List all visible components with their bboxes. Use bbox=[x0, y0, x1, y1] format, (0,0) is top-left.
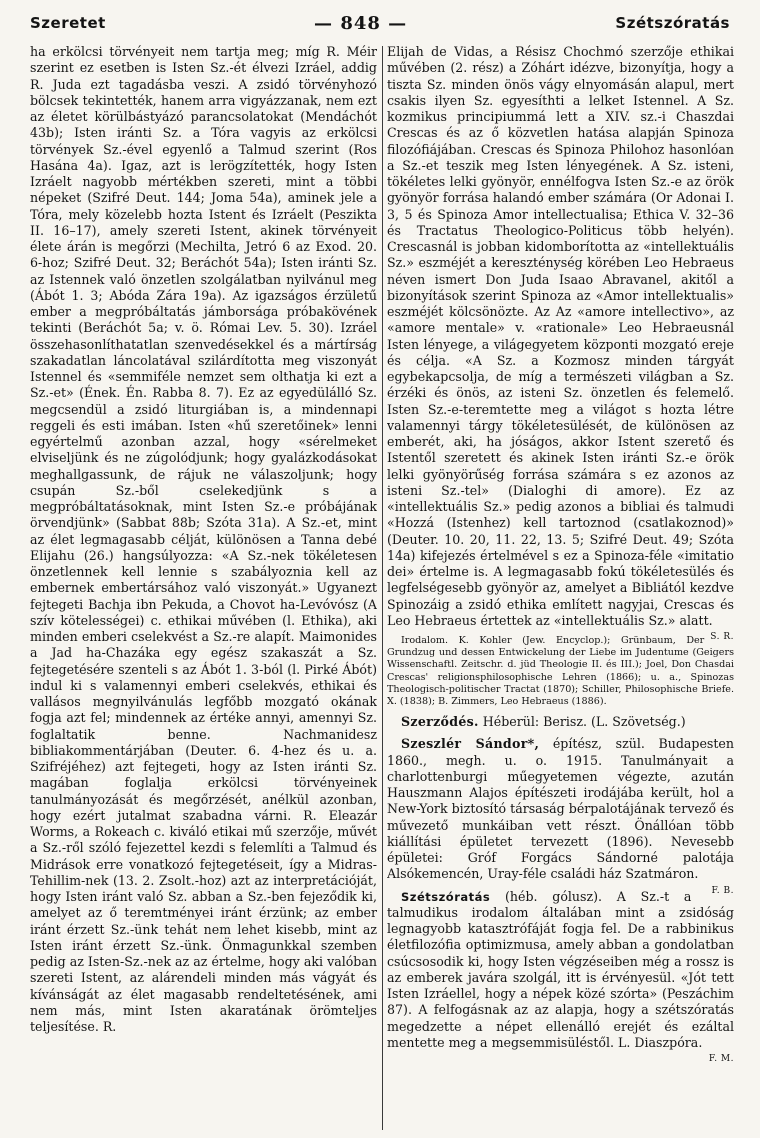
entry-headword: Szeszlér Sándor*, bbox=[401, 736, 540, 752]
entry-text: Héberül: Berisz. (L. Szövetség.) bbox=[482, 714, 686, 730]
running-head-left: Szeretet bbox=[30, 14, 106, 32]
entry-text: (héb. gólusz). A Sz.-t a talmudikus irodalom általában mint a zsidóság legnagyobb katasztrófáját fogja fel. De a rabbinikus életfilozófia optimizmusa, amely abban a gondolatban csúcsosodik ki, hogy Isten végzéseiben még a rossz is az emberek javára szolgál, itt is érvényesül. «Jót tett Isten Izráellel, hogy a népek közé szórta» (Peszáchim 87). A felfogásnak az az alapja, hogy a szétszóratás megedzette a népet ellenálló erejét és ezáltal mentette meg a megsemmisüléstől. L. Diaszpóra. bbox=[387, 888, 734, 1050]
column-divider bbox=[382, 46, 383, 1130]
paragraph-text: Elijah de Vidas, a Résisz Chochmó szerzője ethikai művében (2. rész) a Zóhárt idézve, bizonyítja, hogy a tiszta Sz. minden önös vágy elnyomásán alapul, mert csakis ilyen Sz. egyesíthti a lelket Istennel. A Sz. kozmikus principiummá lett a XIV. sz.-i Chaszdai Crescas és az ő közvetlen hatása alapján Spinoza filozófiájában. Crescas és Spinoza Philohoz hasonlóan a Sz.-et teszik meg Isten lényegének. A Sz. isteni, tökéletes lelki gyönyör, ennélfogva Isten Sz.-e az örök gyönyör forrása halandó ember számára (Or Adonai I. 3, 5 és Spinoza Amor intellectualisa; Ethica V. 32–36 és Tractatus Theologico-Politicus több helyén). Crescasnál is jobban kidomborította az «intellektuális Sz.» eszméjét a kereszténység körében Leo Hebraeus néven ismert Don Juda Isaao Abravanel, akitől a bizonyítások szerint Spinoza az «Amor intellektualis» eszméjét kölcsönözte. Az Az «amore intellectivo», az «amore mentale» v. «rationale» Leo Hebraeusnál Isten lényege, a világegyetem központi mozgató ereje és célja. «A Sz. a Kozmosz minden tárgyát egybekapcsolja, de míg a természeti világban a Sz. érzéki és önös, az isteni Sz. önzetlen és felemelő. Isten Sz.-e-teremtette meg a világot s hozta létre valamennyi tárgy tökéletesülését, de különösen az emberét, aki, ha jóságos, akkor Istent szerető és Istentől szeretett és akinek Isten iránti Sz.-e örök lelki gyönyörűség forrása számára s ez azonos az isteni Sz.-tel» (Dialoghi di amore). Ez az «intellektuális Sz.» pedig azonos a bibliai és talmudi «Hozzá (Istenhez) kell tartoznod (csatlakoznod)» (Deuter. 10. 20, 11. 22, 13. 5; Szifré Deut. 49; Szóta 14a) kifejezés értelmével s ez a Spinoza-féle «imitatio dei» értelme is. A legmagasabb fokú tökéletesülés és legfelségesebb gyönyör az, amelyet a Bibliától kezdve Spinozáig a zsidó ethika említett nagyjai, Crescas és Leo Hebraeus értettek az «intellektuális Sz.» alatt. bbox=[387, 44, 734, 628]
entry-headword: Szerződés. bbox=[401, 714, 479, 730]
article-paragraph: ha erkölcsi törvényeit nem tartja meg; míg R. Méir szerint ez esetben is Isten Sz.-ét élvezi Izráel, addig R. Juda ezt tagadásba veszi. A zsidó törvényhozó bölcsek tekintették, hanem arra vigyázzanak, nem ezt az életet körülbástyázó parancsolatokat (Mendáchót 43b); Isten iránti Sz. a Tóra vagyis az erkölcsi törvények Sz.-ével egyenlő a Talmud szerint (Ros Hasána 4a). Igaz, azt is lerögzítették, hogy Isten Izráelt nagyobb mértékben szereti, mint a többi népeket (Szifré Deut. 144; Joma 54a), aminek jele a Tóra, mely közelebb hozta Istent és Izráelt (Peszikta II. 16–17), amely szereti Istent, akinek törvényeit élete árán is megőrzi (Mechilta, Jetró 6 az Exod. 20. 6-hoz; Szifré Deut. 32; Beráchót 54a); Isten iránti Sz. az Istennek való önzetlen szolgálatban nyilvánul meg (Ábót 1. 3; Abóda Zára 19a). Az igazságos érzületű ember a megpróbáltatás jámborsága próbakövének tekinti (Beráchót 5a; v. ö. Római Lev. 5. 30). Izráel összehasonlíthatatlan szenvedésekkel és a mártírság szakadatlan láncolatával szilárdította meg viszonyát Istennel és «semmiféle nemzet sem olthatja ki ezt a Sz.-et» (Ének. Én. Rabba 8. 7). Ez az egyedülálló Sz. megcsendül a zsidó liturgiában is, a mindennapi reggeli és esti imában. Isten «hű szeretőinek» lenni egyértelmű azonban azzal, hogy «sérelmeket elviseljünk és ne zúgolódjunk; hogy gyalázkodásokat meghallgassunk, de rájuk ne válaszoljunk; hogy csupán Sz.-ből cselekedjünk s a megpróbáltatásoknak, mint Isten Sz.-e próbájának örvendjünk» (Sabbat 88b; Szóta 31a). A Sz.-et, mint az élet legmagasabb célját, különösen a Tanna debé Elijahu (26.) hangsúlyozza: «A Sz.-nek tökéletesen önzetlennek kell lennie s szabályoznia kell az embernek embertársához való viszonyát.» Ugyanezt fejtegeti Bachja ibn Pekuda, a Chovot ha-Levóvósz (A szív kötelességei) c. ethikai művében (l. Ethika), aki minden emberi cselekvést a Sz.-re alapít. Maimonides a Jad ha-Chazáka egy egész szakaszát a Sz. fejtegetésére szenteli s az Ábót 1. 3-ból (l. Pirké Ábót) indul ki s valamennyi emberi cselekvés, ethikai és vallásos megnyilvánulás legfőbb mozgató okának fogja azt fel; mindennek az értéke annyi, amennyi Sz. foglaltatik benne. Nachmanidesz bibliakommentárjában (Deuter. 6. 4-hez és u. a. Szifréjéhez) azt fejtegeti, hogy az Isten iránti Sz. magában foglalja erkölcsi törvényeinek tanulmányozását és megőrzését, anélkül azonban, hogy ezért jutalmat szabadna várni. R. Eleazár Worms, a Rokeach c. kiváló etikai mű szerzője, művét a Sz.-ről szóló fejezettel kezdi s felemlíti a Talmud és Midrások erre vonatkozó fejtegetéseit, így a Midras-Tehillim-nek (13. 2. Zsolt.-hoz) azt az interpretációját, hogy Isten iránt való Sz. abban a Sz.-ben fejeződik ki, amelyet az ő teremtményei iránt érzünk; az ember iránt érzett Sz.-ünk tehát nem lehet kisebb, mint az Isten iránt érzett Sz.-ünk. Önmagunkkal szemben pedig az Isten-Sz.-nek az az értelme, hogy aki valóban szereti Istent, az alárendeli minden más vágyát és kívánságát az élet magasabb rendeltetésének, ami nem más, mint Isten akaratának örömteljes teljesítése. R. bbox=[30, 44, 377, 1034]
page-number: — 848 — bbox=[314, 12, 408, 34]
page-header bbox=[30, 10, 730, 36]
entry-szerzodes bbox=[387, 714, 734, 730]
author-signature: S. R. bbox=[710, 632, 734, 642]
right-column bbox=[387, 44, 734, 1130]
author-signature: F. M. bbox=[708, 1054, 734, 1065]
entry-headword: Szétszóratás bbox=[401, 889, 491, 904]
entry-text: építész, szül. Budapesten 1860., megh. u. o. 1915. Tanulmányait a charlottenburgi műegyetemen végezte, azután Hauszmann Alajos építészeti irodájába került, hol a New-York biztosító társaság bérpalotájának tervező és művezető munkáiban vett részt. Önállóan több kiállítási épületet tervezett (1896). Nevesebb épületei: Gróf Forgács Sándorné palotája Alsókemencén, Uray-féle családi ház Szatmáron. bbox=[387, 736, 734, 882]
article-paragraph-continued bbox=[387, 44, 734, 642]
text-columns bbox=[30, 44, 734, 1130]
entry-szetszoratas bbox=[387, 888, 734, 1065]
running-head-right: Szétszóratás bbox=[615, 14, 730, 32]
left-column bbox=[30, 44, 377, 1130]
entry-szeszler-sandor bbox=[387, 736, 734, 896]
literature-note: Irodalom. K. Kohler (Jew. Encyclop.); Grünbaum, Der Grundzug und dessen Entwickelung der Liebe im Judentume (Geigers Wissenschaftl. Zeitschr. d. jüd Theologie II. és III.); Joel, Don Chasdai Crescas' religionsphilosophische Lehren (1866); u. a., Spinozas Theologisch-politischer Tractat (1870); Schiller, Philosophische Briefe. X. (1838); B. Zimmers, Leo Hebraeus (1886). bbox=[387, 635, 734, 708]
author-signature: F. B. bbox=[711, 885, 734, 896]
